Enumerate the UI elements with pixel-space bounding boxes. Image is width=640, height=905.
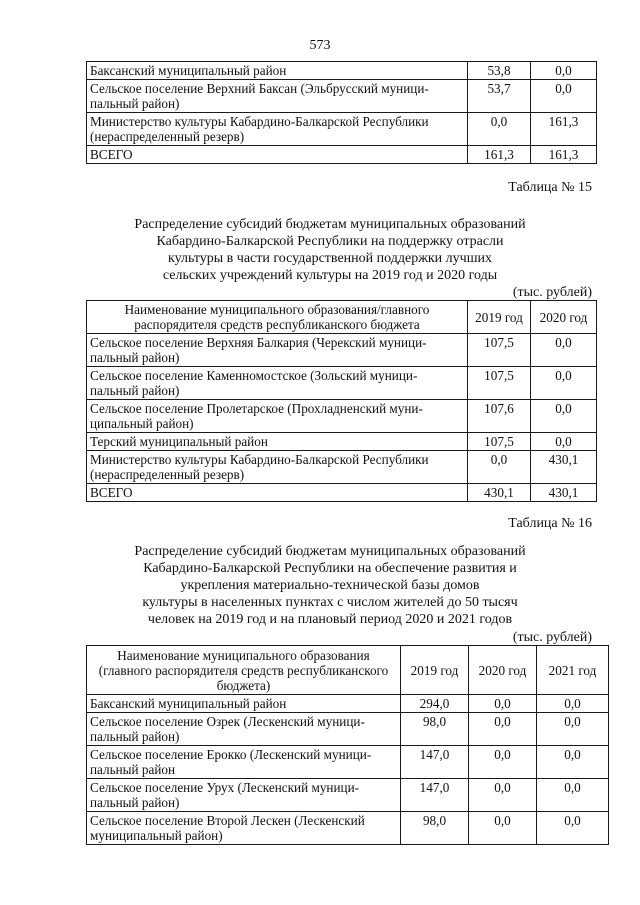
row-name: ВСЕГО <box>87 484 468 502</box>
value-2020: 0,0 <box>469 746 537 779</box>
value-2020: 0,0 <box>469 812 537 845</box>
value-2019: 0,0 <box>468 451 531 484</box>
row-name: Сельское поселение Второй Лескен (Лескенский муниципальный район) <box>87 812 401 845</box>
title-line: Кабардино-Балкарской Республики на поддержку отрасли <box>156 234 504 249</box>
value-2020: 0,0 <box>531 334 597 367</box>
page-number: 573 <box>309 38 331 53</box>
value-2019: 0,0 <box>468 113 531 146</box>
value-2020: 430,1 <box>531 484 597 502</box>
table-prev <box>86 61 597 164</box>
header-2019: 2019 год <box>401 646 469 695</box>
table15-title <box>60 216 600 284</box>
table-row <box>87 80 597 113</box>
table15-label: Таблица № 15 <box>508 180 592 195</box>
row-name: Сельское поселение Урух (Лескенский муници-пальный район) <box>87 779 401 812</box>
table16-title <box>60 543 600 628</box>
row-name: Сельское поселение Озрек (Лескенский муници-пальный район) <box>87 713 401 746</box>
value-2019: 161,3 <box>468 146 531 164</box>
title-line: сельских учреждений культуры на 2019 год и 2020 годы <box>162 268 498 283</box>
header-2020: 2020 год <box>469 646 537 695</box>
header-name: Наименование муниципального образования/главного распорядителя средств республиканского бюджета <box>87 301 468 334</box>
value-2021: 0,0 <box>537 746 609 779</box>
table-row <box>87 812 609 845</box>
value-2019: 430,1 <box>468 484 531 502</box>
value-2019: 147,0 <box>401 746 469 779</box>
table15 <box>86 300 597 502</box>
title-line: культуры в части государственной поддержки лучших <box>168 251 492 266</box>
table-row <box>87 367 597 400</box>
table-row <box>87 451 597 484</box>
table16-label: Таблица № 16 <box>508 516 592 531</box>
table-row <box>87 779 609 812</box>
table-row <box>87 746 609 779</box>
header-2021: 2021 год <box>537 646 609 695</box>
row-name: Терский муниципальный район <box>87 433 468 451</box>
header-name: Наименование муниципального образования (главного распорядителя средств республиканского бюджета) <box>87 646 401 695</box>
value-2019: 107,5 <box>468 433 531 451</box>
table-row <box>87 113 597 146</box>
table-row-total <box>87 146 597 164</box>
value-2019: 107,5 <box>468 334 531 367</box>
row-name: Сельское поселение Ерокко (Лескенский муници-пальный район <box>87 746 401 779</box>
value-2019: 107,6 <box>468 400 531 433</box>
title-line: укрепления материально-технической базы домов <box>180 578 480 593</box>
table-row <box>87 62 597 80</box>
row-name: Сельское поселение Верхний Баксан (Эльбрусский муници-пальный район) <box>87 80 468 113</box>
row-name: Министерство культуры Кабардино-Балкарской Республики (нераспределенный резерв) <box>87 113 468 146</box>
value-2019: 107,5 <box>468 367 531 400</box>
table-row <box>87 433 597 451</box>
value-2021: 0,0 <box>537 812 609 845</box>
title-line: Распределение субсидий бюджетам муниципальных образований <box>134 544 526 559</box>
table-row <box>87 695 609 713</box>
row-name: ВСЕГО <box>87 146 468 164</box>
table-header-row <box>87 646 609 695</box>
row-name: Министерство культуры Кабардино-Балкарской Республики (нераспределенный резерв) <box>87 451 468 484</box>
value-2021: 0,0 <box>537 779 609 812</box>
value-2020: 0,0 <box>469 695 537 713</box>
title-line: культуры в населенных пунктах с числом жителей до 50 тысяч <box>142 595 518 610</box>
table15-units: (тыс. рублей) <box>512 285 592 300</box>
value-2019: 147,0 <box>401 779 469 812</box>
table-header-row <box>87 301 597 334</box>
value-2020: 430,1 <box>531 451 597 484</box>
value-2019: 98,0 <box>401 812 469 845</box>
row-name: Сельское поселение Каменномостское (Зольский муници-пальный район) <box>87 367 468 400</box>
table16-units: (тыс. рублей) <box>512 630 592 645</box>
value-2019: 53,8 <box>468 62 531 80</box>
value-2020: 0,0 <box>531 433 597 451</box>
value-2020: 161,3 <box>531 113 597 146</box>
row-name: Баксанский муниципальный район <box>87 695 401 713</box>
value-2021: 0,0 <box>537 713 609 746</box>
row-name: Сельское поселение Пролетарское (Прохладненский муни-ципальный район) <box>87 400 468 433</box>
header-2019: 2019 год <box>468 301 531 334</box>
value-2020: 0,0 <box>531 80 597 113</box>
table16 <box>86 645 609 845</box>
title-line: Распределение субсидий бюджетам муниципальных образований <box>134 217 526 232</box>
value-2019: 294,0 <box>401 695 469 713</box>
title-line: Кабардино-Балкарской Республики на обеспечение развития и <box>143 561 517 576</box>
value-2020: 161,3 <box>531 146 597 164</box>
row-name: Сельское поселение Верхняя Балкария (Черекский муници-пальный район) <box>87 334 468 367</box>
value-2020: 0,0 <box>469 713 537 746</box>
value-2019: 53,7 <box>468 80 531 113</box>
table-row <box>87 334 597 367</box>
table-row <box>87 713 609 746</box>
header-2020: 2020 год <box>531 301 597 334</box>
value-2020: 0,0 <box>531 62 597 80</box>
value-2020: 0,0 <box>531 367 597 400</box>
table-row-total <box>87 484 597 502</box>
value-2020: 0,0 <box>531 400 597 433</box>
value-2021: 0,0 <box>537 695 609 713</box>
title-line: человек на 2019 год и на плановый период 2020 и 2021 годов <box>147 612 513 627</box>
row-name: Баксанский муниципальный район <box>87 62 468 80</box>
table-row <box>87 400 597 433</box>
value-2019: 98,0 <box>401 713 469 746</box>
value-2020: 0,0 <box>469 779 537 812</box>
